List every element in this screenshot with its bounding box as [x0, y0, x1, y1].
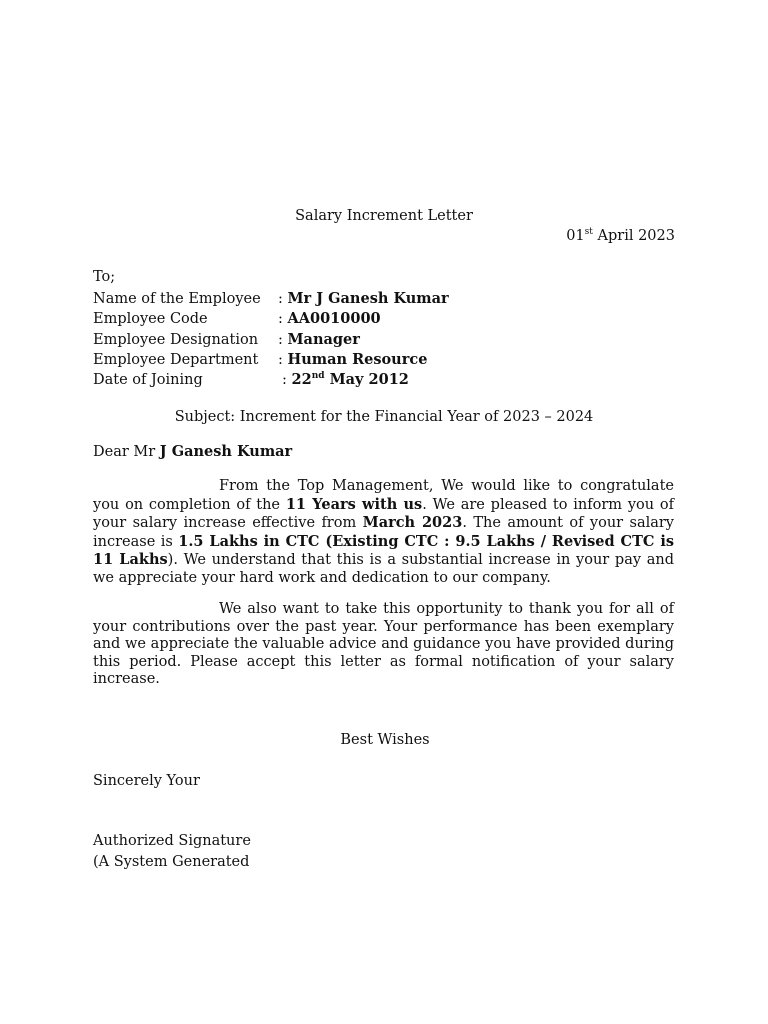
closing: Sincerely Your: [93, 773, 200, 789]
date-suffix: st: [584, 227, 593, 238]
field-row-name: [93, 289, 693, 309]
field-value: : Manager: [278, 330, 360, 348]
to-line: To;: [93, 269, 116, 285]
field-value: : AA0010000: [278, 310, 381, 328]
subject-line: Subject: Increment for the Financial Year of 2023 – 2024: [174, 409, 594, 425]
salutation-name: J Ganesh Kumar: [159, 443, 293, 460]
field-label: Employee Designation: [93, 331, 259, 348]
body-paragraph-1: From the Top Management, We would like to congratulate you on completion of the 11 Years with us. We are pleased to inform you of your salary increase effective from March 2023. The amount of your salary increase is 1.5 Lakhs in CTC (Existing CTC : 9.5 Lakhs / Revised CTC is 11 Lakhs). We understand that this is a substantial increase in your pay and we appreciate your hard work and dedication to our company.: [93, 478, 675, 586]
letter-date: [566, 228, 675, 244]
best-wishes: Best Wishes: [340, 732, 430, 748]
field-row-joining: [93, 370, 693, 390]
field-label: Employee Department: [93, 351, 259, 368]
field-row-code: [93, 309, 693, 329]
authorized-signature: Authorized Signature: [93, 833, 251, 849]
field-label: Date of Joining: [93, 372, 203, 389]
field-label: Name of the Employee: [93, 291, 261, 307]
field-row-designation: [93, 330, 693, 350]
system-generated-note: (A System Generated: [93, 854, 250, 870]
employee-details: [93, 289, 693, 390]
date-day: 01: [566, 228, 585, 244]
field-value: : Mr J Ganesh Kumar: [278, 290, 449, 307]
field-row-department: [93, 350, 693, 370]
letter-title: Salary Increment Letter: [295, 208, 473, 224]
salutation: Dear Mr J Ganesh Kumar: [93, 443, 293, 460]
field-value: : 22nd May 2012: [282, 371, 409, 389]
body-paragraph-2: We also want to take this opportunity to thank you for all of your contributions over the past year. Your performance has been exemplary and we appreciate the valuable advice and guidance you have provided during this period. Please accept this letter as formal notification of your salary increase.: [93, 601, 674, 687]
field-value: : Human Resource: [278, 350, 428, 368]
field-label: Employee Code: [93, 311, 208, 328]
date-month-year: April 2023: [597, 228, 675, 244]
